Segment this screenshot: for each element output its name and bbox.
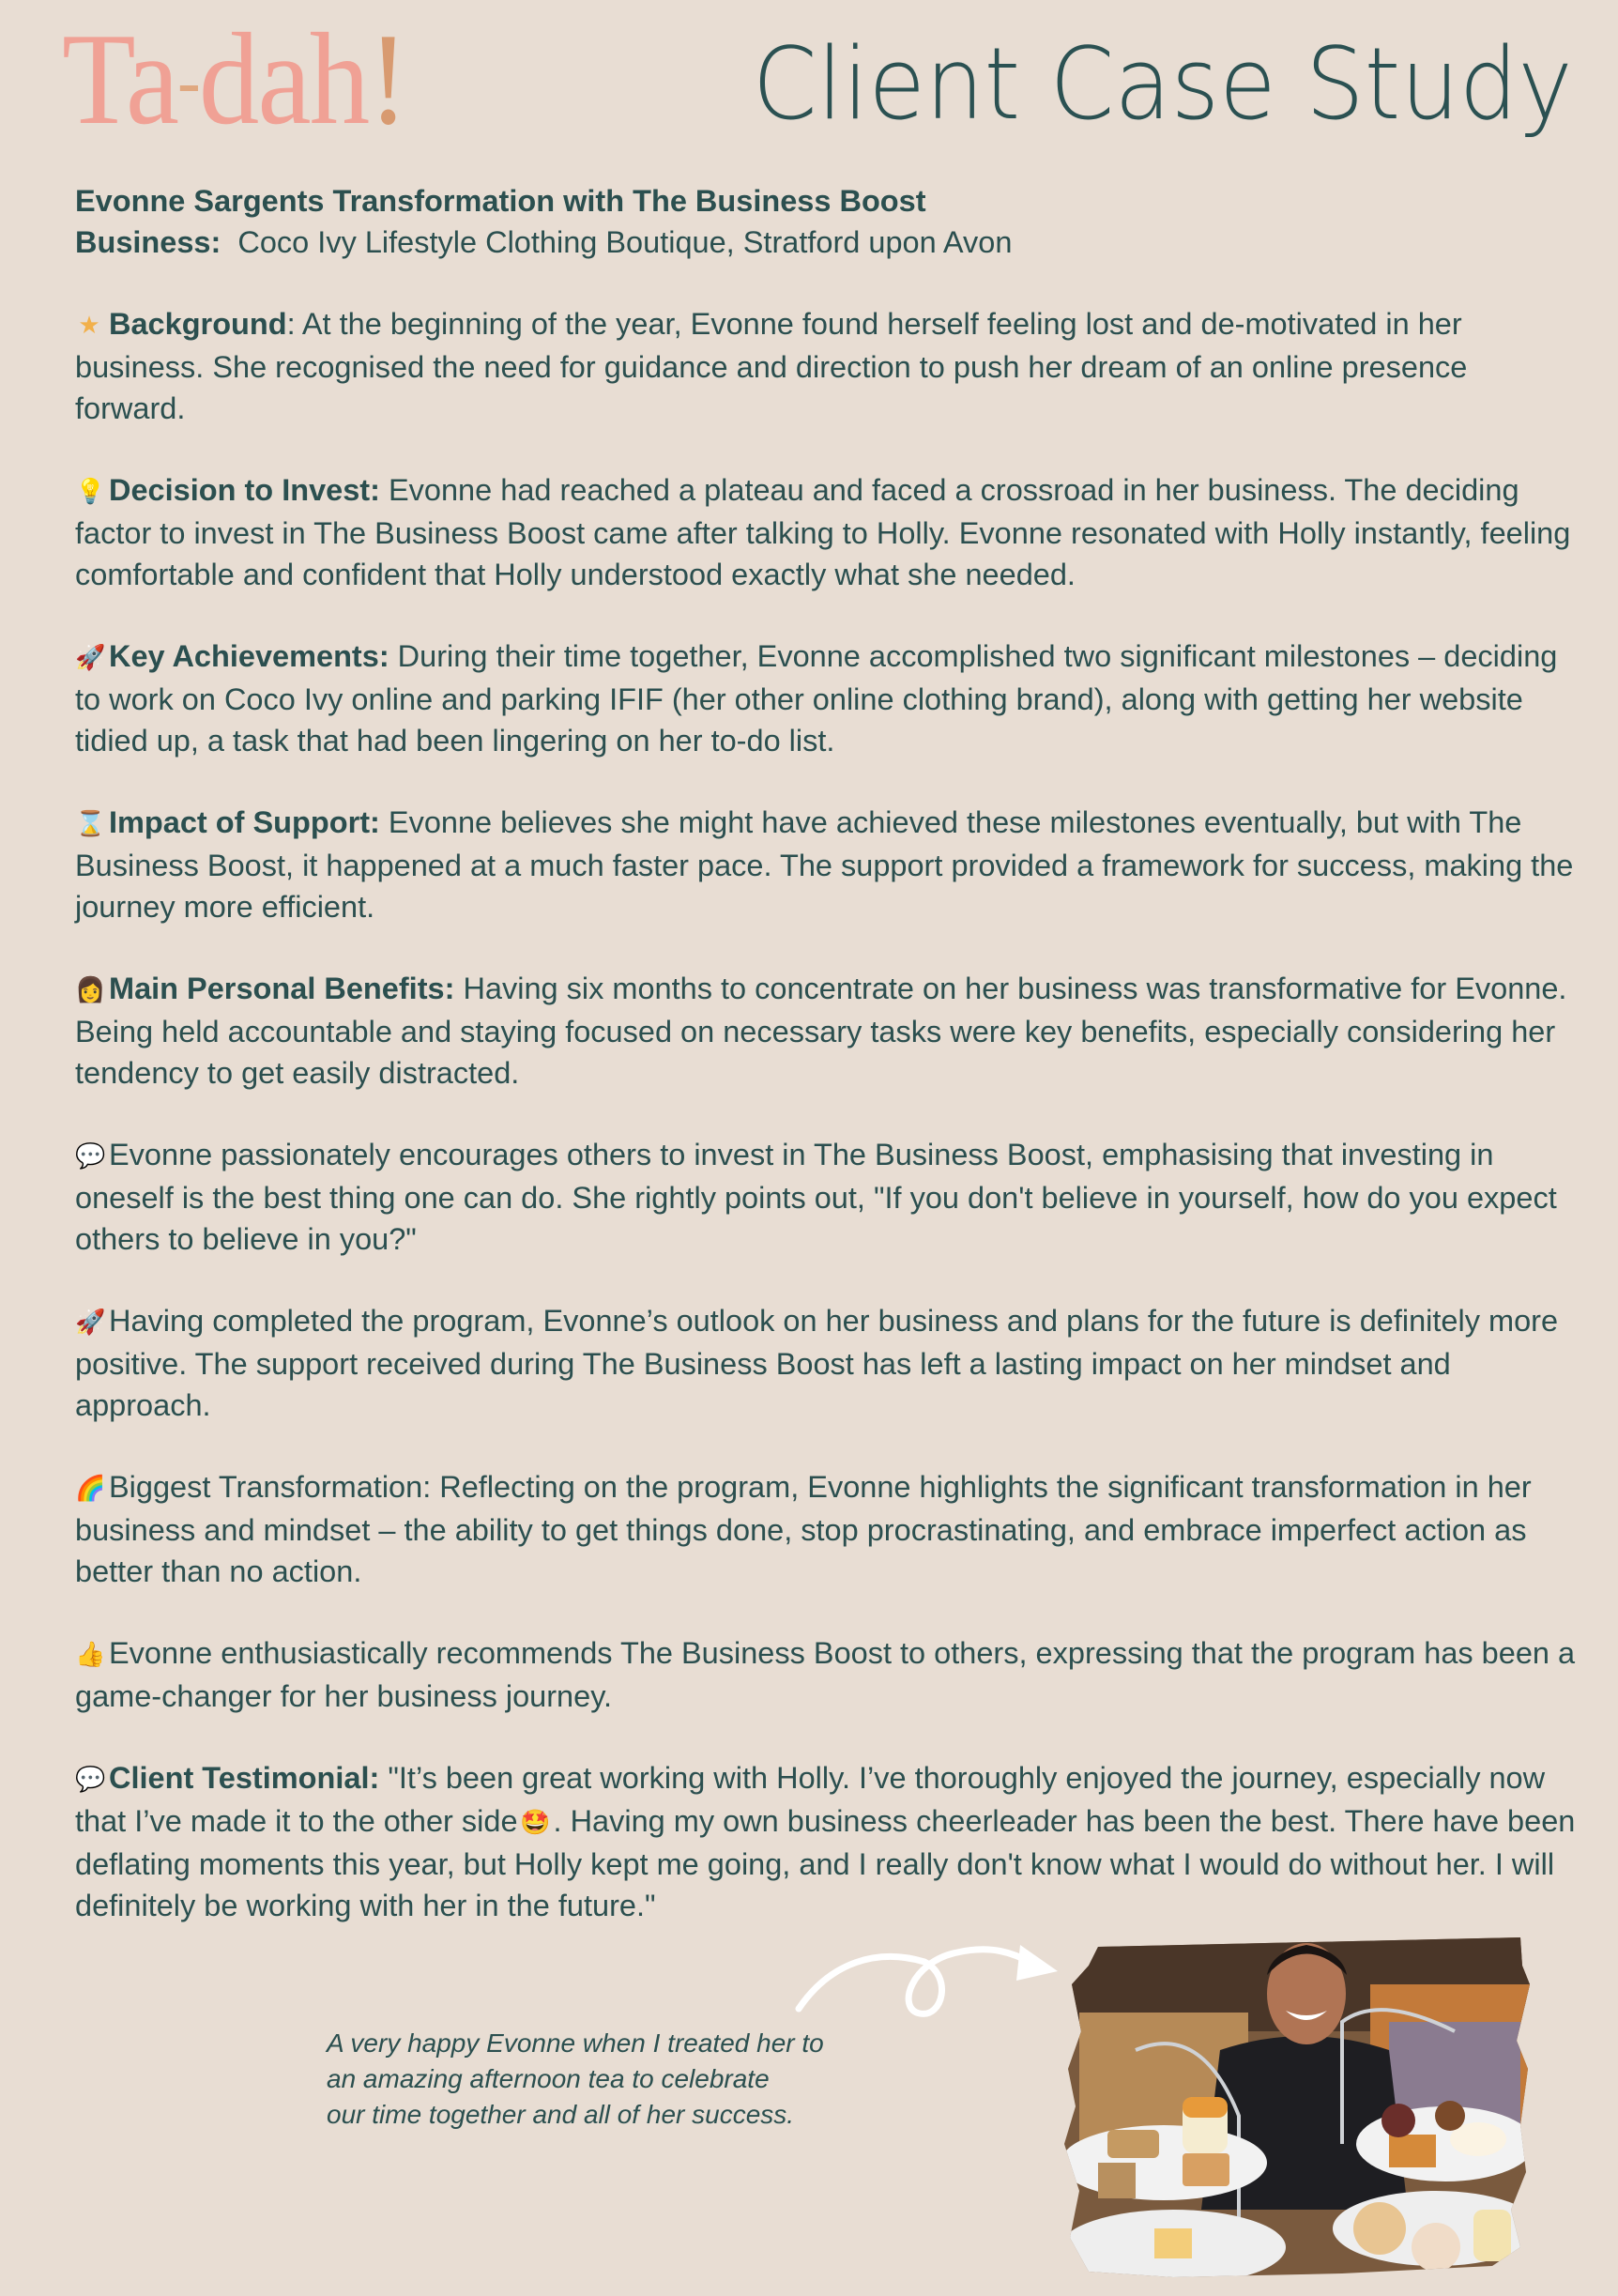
- section-text: Evonne believes she might have achieved these milestones eventually, but with The Business Boost, it happened at a much faster pace. The support provided a framework for success, making the journey more efficient.: [75, 805, 1574, 924]
- logo-bang: !: [368, 7, 407, 152]
- businesswoman-icon: 👩: [75, 976, 106, 1004]
- testimonial-label: Client Testimonial:: [109, 1761, 380, 1795]
- hourglass-icon: ⌛: [75, 810, 106, 838]
- case-study-heading: Evonne Sargents Transformation with The Business Boost: [75, 184, 926, 218]
- section-text: Having six months to concentrate on her business was transformative for Evonne. Being held accountable and staying focused on necessary tasks were key benefits, especially considering her tendency to get easily distracted.: [75, 972, 1567, 1090]
- star-struck-face-icon: 🤩: [520, 1809, 551, 1837]
- rocket-icon: 🚀: [75, 1309, 106, 1337]
- case-study-body: [75, 180, 1577, 1926]
- caption-line: our time together and all of her success.: [327, 2100, 795, 2129]
- thumbs-up-icon: 👍: [75, 1641, 106, 1669]
- section-label: Main Personal Benefits:: [109, 972, 455, 1005]
- business-line: [75, 222, 1577, 263]
- curly-arrow-icon: [793, 1934, 1065, 2037]
- caption-line: A very happy Evonne when I treated her to: [327, 2028, 824, 2058]
- business-label: Business:: [75, 225, 221, 259]
- afternoon-tea-photo: [1061, 1928, 1539, 2280]
- section-label: Impact of Support:: [109, 805, 380, 839]
- section-impact-of-support: [75, 802, 1577, 927]
- section-client-testimonial: [75, 1757, 1577, 1926]
- page-title: Client Case Study: [753, 26, 1573, 142]
- section-label: Key Achievements:: [109, 639, 389, 673]
- section-main-personal-benefits: [75, 968, 1577, 1094]
- section-label: Background: [109, 307, 287, 341]
- section-recommendation: [75, 1632, 1577, 1717]
- speech-bubble-icon: 💬: [75, 1766, 106, 1794]
- testimonial-text-part-1: "It’s been great working with Holly. I’ve thoroughly enjoyed the journey, especially now that I’ve made it to the other side: [75, 1761, 1546, 1838]
- photo-caption: [327, 2026, 852, 2133]
- section-text: Biggest Transformation: Reflecting on the program, Evonne highlights the significant transformation in her business and mindset – the ability to get things done, stop procrastinating, and embrace imperfect action as better than no action.: [75, 1470, 1532, 1588]
- business-value: Coco Ivy Lifestyle Clothing Boutique, Stratford upon Avon: [237, 225, 1013, 259]
- section-text: Having completed the program, Evonne’s outlook on her business and plans for the future is definitely more positive. The support received during The Business Boost has left a lasting impact on her mindset and approach.: [75, 1304, 1559, 1422]
- section-outlook: [75, 1300, 1577, 1426]
- section-text: Evonne enthusiastically recommends The Business Boost to others, expressing that the program has been a game-changer for her business journey.: [75, 1636, 1576, 1713]
- caption-line: an amazing afternoon tea to celebrate: [327, 2064, 770, 2093]
- logo: [62, 9, 406, 152]
- section-biggest-transformation: [75, 1466, 1577, 1592]
- section-decision-to-invest: [75, 469, 1577, 595]
- logo-part-1: Ta: [62, 7, 178, 152]
- lightbulb-icon: 💡: [75, 478, 106, 506]
- section-text: During their time together, Evonne accomplished two significant milestones – deciding to work on Coco Ivy online and parking IFIF (her other online clothing brand), along with getting her website tidied up, a task that had been lingering on her to-do list.: [75, 639, 1558, 758]
- testimonial-text-part-2: . Having my own business cheerleader has been the best. There have been deflating moments this year, but Holly kept me going, and I really don't know what I would do without her. I will definitely be working with her in the future.": [75, 1804, 1576, 1922]
- section-text: At the beginning of the year, Evonne found herself feeling lost and de-motivated in her business. She recognised the need for guidance and direction to push her dream of an online presence forward.: [75, 307, 1468, 425]
- speech-bubble-icon: 💬: [75, 1142, 106, 1171]
- section-background: [75, 303, 1577, 429]
- logo-part-2: dah: [198, 7, 369, 152]
- section-encourages-others: [75, 1134, 1577, 1260]
- star-icon: ★: [78, 312, 100, 340]
- rocket-icon: 🚀: [75, 644, 106, 672]
- rainbow-icon: 🌈: [75, 1475, 106, 1503]
- section-text: Evonne had reached a plateau and faced a crossroad in her business. The deciding factor to invest in The Business Boost came after talking to Holly. Evonne resonated with Holly instantly, feeling comfortable and confident that Holly understood exactly what she needed.: [75, 473, 1571, 591]
- section-label: Decision to Invest:: [109, 473, 380, 507]
- section-key-achievements: [75, 635, 1577, 761]
- section-label-suffix: :: [286, 307, 296, 341]
- logo-dash: -: [177, 40, 199, 123]
- section-text: Evonne passionately encourages others to invest in The Business Boost, emphasising that investing in oneself is the best thing one can do. She rightly points out, "If you don't believe in yourself, how do you expect others to believe in you?": [75, 1138, 1557, 1256]
